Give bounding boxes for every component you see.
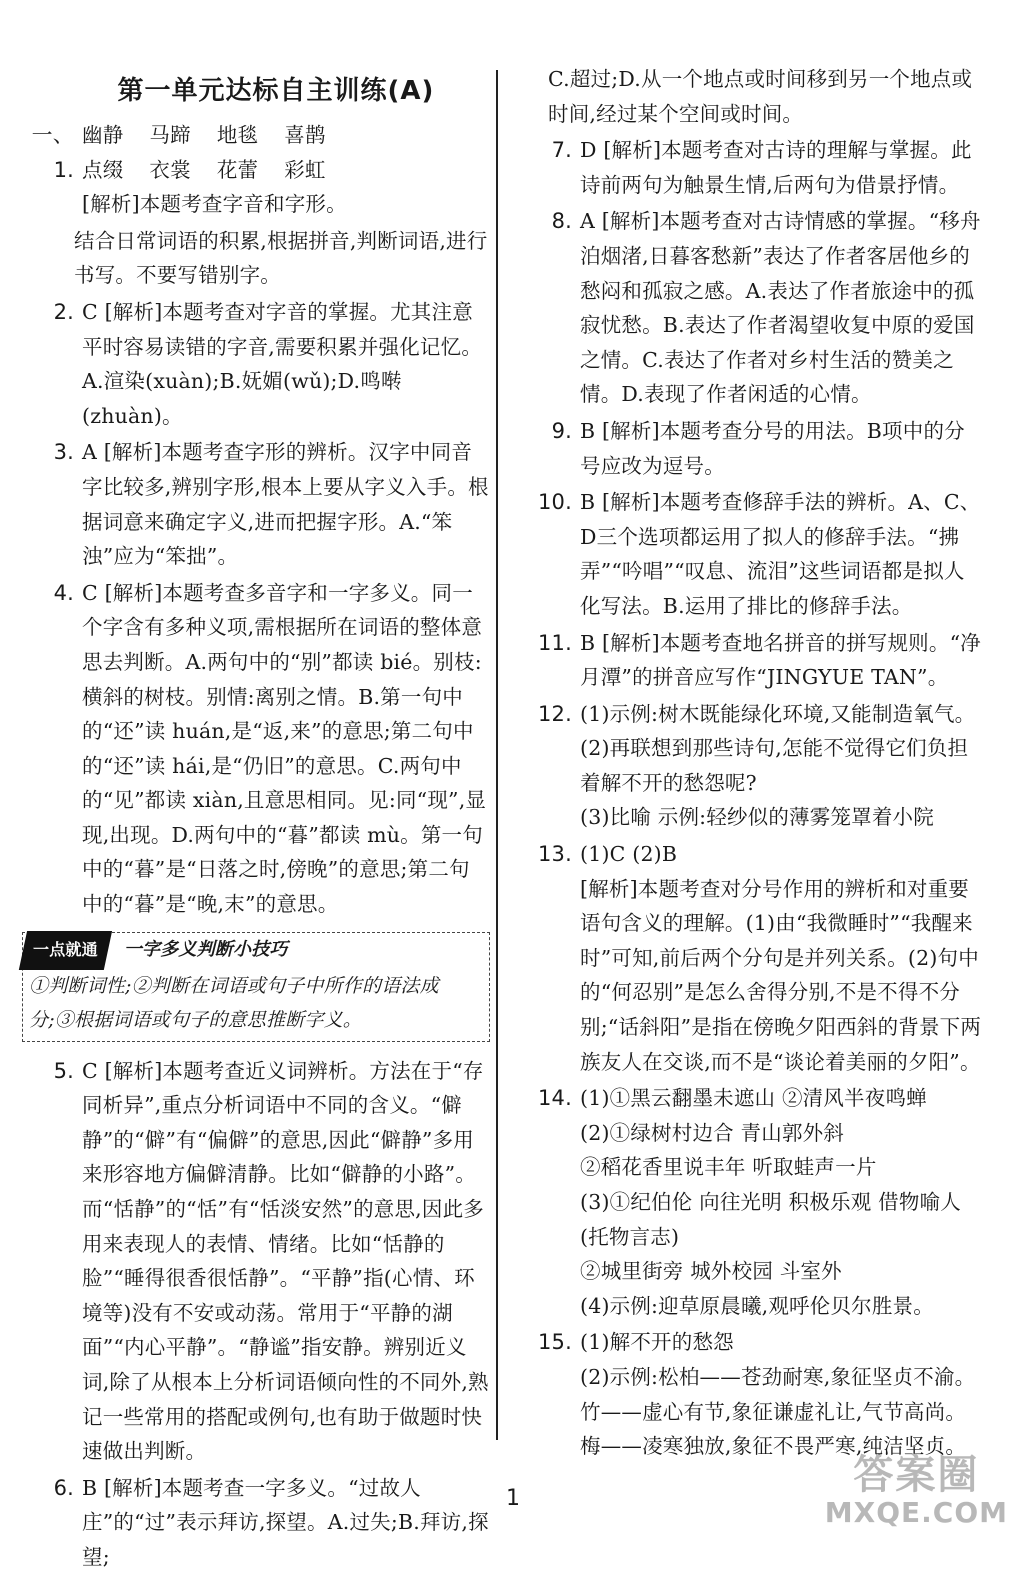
item-number: 14. (538, 1086, 572, 1111)
answer-text: (1)①黑云翻墨未遮山 ②清风半夜鸣蝉 (580, 1086, 927, 1111)
word: 幽静 (82, 123, 124, 147)
answer-item-8 (520, 204, 982, 412)
answer-text: 竹——虚心有节,象征谦虚礼让,气节高尚。 (580, 1399, 967, 1424)
word: 喜鹊 (284, 123, 326, 147)
answer-item-11 (520, 626, 982, 695)
answer-text: C [解析]本题考查近义词辨析。方法在于“存同析异”,重点分析词语中不同的含义。“僻静”的“僻”有“偏僻”的意思,因此“僻静”多用来形容地方偏僻清静。比如“僻静的小路”。而“恬静”的“恬”有“恬淡安然”的意思,因此多用来表现人的表情、情绪。比如“恬静的脸”“睡得很香很恬静”。“平静”指(心情、环境等)没有不安或动荡。常用于“平静的湖面”“内心平静”。“静谧”指安静。辨别近义词,除了从根本上分析词语倾向性的不同外,熟记一些常用的搭配或例句,也有助于做题时快速做出判断。 (82, 1058, 489, 1464)
item-number: 3. (53, 440, 74, 465)
answer-text: C [解析]本题考查多音字和一字多义。同一个字含有多种义项,需根据所在词语的整体意思去判断。A.两句中的“别”都读 bié。别枝:横斜的树枝。别情:离别之情。B.第一句中的“还”读 huán,是“返,来”的意思;第二句中的“还”读 hái,是“仍旧”的意思。C.两句中的“见”都读 xiàn,且意思相同。见:同“现”,显现,出现。D.两句中的“暮”都读 mù。第一句中的“暮”是“日落之时,傍晚”的意思;第二句中的“暮”是“晚,末”的意思。 (82, 580, 487, 917)
tip-text: ①判断词性;②判断在词语或句子中所作的语法成分;③根据词语或句子的意思推断字义。 (29, 974, 439, 1031)
answer-item-10 (520, 485, 982, 623)
word-row-2 (82, 153, 490, 188)
item-number: 15. (538, 1330, 572, 1355)
item-number: 一、1. (31, 123, 74, 182)
watermark (825, 1452, 1008, 1528)
item-number: 13. (538, 842, 572, 867)
tip-title: 一字多义判断小技巧 (123, 939, 288, 961)
answer-item-15 (520, 1325, 982, 1463)
answer-text: (4)示例:迎草原晨曦,观呼伦贝尔胜景。 (580, 1293, 934, 1318)
analysis-text: [解析]本题考查对分号作用的辨析和对重要语句含义的理解。(1)由“我微睡时”“我醒来时”可知,前后两个分句是并列关系。(2)句中的“何忍别”是怎么舍得分别,不是不得不分别;“话斜阳”是指在傍晚夕阳西斜的背景下两族友人在交谈,而不是“谈论着美丽的夕阳”。 (580, 876, 982, 1074)
answer-item-12 (520, 697, 982, 835)
analysis-text: 结合日常词语的积累,根据拼音,判断词语,进行书写。不要写错别字。 (74, 228, 488, 288)
answer-text: (3)比喻 示例:轻纱似的薄雾笼罩着小院 (580, 805, 934, 830)
watermark-url: MXQE.COM (824, 1496, 1008, 1529)
item-number: 10. (538, 490, 572, 515)
word: 彩虹 (284, 157, 326, 182)
tip-badge: 一点就通 (19, 931, 112, 970)
answer-text: B [解析]本题考查一字多义。“过故人庄”的“过”表示拜访,探望。A.过失;B.拜访,探望; (82, 1475, 489, 1569)
answer-item-2 (22, 295, 490, 433)
left-column (22, 62, 490, 1577)
word: 点缀 (82, 157, 124, 182)
analysis-text: [解析]本题考查字音和字形。 (82, 192, 347, 217)
answer-text: (1)C (2)B (580, 842, 678, 867)
answer-text: (2)再联想到那些诗句,怎能不觉得它们负担着解不开的愁怨呢? (580, 736, 969, 795)
answer-text: ②稻花香里说丰年 听取蛙声一片 (580, 1155, 877, 1180)
answer-text: B [解析]本题考查地名拼音的拼写规则。“净月潭”的拼音应写作“JINGYUE TAN”。 (580, 630, 981, 690)
right-column (520, 62, 982, 1466)
answer-item-13 (520, 837, 982, 1079)
answer-item-4 (22, 576, 490, 922)
answer-text: A [解析]本题考查对古诗情感的掌握。“移舟泊烟渚,日暮客愁新”表达了作者客居他乡的愁闷和孤寂之感。A.表达了作者旅途中的孤寂忧愁。B.表达了作者渴望收复中原的爱国之情。C.表达了作者对乡村生活的赞美之情。D.表现了作者闲适的心情。 (580, 209, 981, 407)
answer-text: B [解析]本题考查分号的用法。B项中的分号应改为逗号。 (580, 418, 965, 478)
tip-box (22, 932, 490, 1042)
answer-item-1-cont (22, 224, 490, 293)
answer-item-1 (22, 118, 490, 222)
answer-text: D [解析]本题考查对古诗的理解与掌握。此诗前两句为触景生情,后两句为借景抒情。 (580, 138, 972, 197)
answer-text: A [解析]本题考查字形的辨析。汉字中同音字比较多,辨别字形,根本上要从字义入手。根据词意来确定字义,进而把握字形。A.“笨浊”应为“笨拙”。 (82, 440, 489, 569)
answer-text: (2)①绿树村边合 青山郭外斜 (580, 1120, 845, 1145)
item-number: 2. (53, 299, 74, 324)
item-number: 11. (538, 630, 572, 655)
item-number: 7. (551, 138, 572, 163)
item-number: 9. (551, 418, 572, 443)
answer-item-14 (520, 1081, 982, 1323)
page-number: 1 (506, 1486, 520, 1511)
answer-item-3 (22, 435, 490, 573)
watermark-logo: 答案圈 (853, 1452, 980, 1498)
word: 衣裳 (149, 157, 191, 182)
word: 花蕾 (216, 157, 259, 182)
answer-text: B [解析]本题考查修辞手法的辨析。A、C、D三个选项都运用了拟人的修辞手法。“拂弄”“吟唱”“叹息、流泪”这些词语都是拟人化写法。B.运用了排比的修辞手法。 (580, 490, 981, 618)
item-number: 12. (538, 701, 572, 726)
item-number: 4. (53, 580, 74, 605)
answer-text: (1)示例:树木既能绿化环境,又能制造氧气。 (580, 701, 976, 726)
word-row-1 (82, 118, 490, 153)
answer-item-9 (520, 414, 982, 483)
item-number: 6. (53, 1475, 74, 1500)
answer-text: 梅——凌寒独放,象征不畏严寒,纯洁坚贞。 (580, 1434, 967, 1459)
answer-item-7 (520, 133, 982, 202)
item-number: 8. (551, 209, 572, 234)
answer-text: (3)①纪伯伦 向往光明 积极乐观 借物喻人(托物言志) (580, 1190, 961, 1249)
answer-item-6-cont (520, 62, 982, 131)
word: 地毯 (216, 123, 259, 147)
column-divider (496, 70, 498, 1440)
item-number: 5. (53, 1058, 74, 1083)
answer-item-5 (22, 1054, 490, 1469)
word: 马蹄 (149, 123, 191, 147)
page-title: 第一单元达标自主训练(A) (117, 76, 435, 106)
answer-text: ②城里街旁 城外校园 斗室外 (580, 1259, 842, 1284)
answer-text: C.超过;D.从一个地点或时间移到另一个地点或时间,经过某个空间或时间。 (548, 67, 973, 126)
answer-text: (2)示例:松柏——苍劲耐寒,象征坚贞不渝。 (580, 1364, 976, 1389)
answer-text: (1)解不开的愁怨 (580, 1330, 734, 1355)
answer-text: C [解析]本题考查对字音的掌握。尤其注意平时容易读错的字音,需要积累并强化记忆。A.渲染(xuàn);B.妩媚(wǔ);D.鸣啭(zhuàn)。 (82, 299, 483, 428)
